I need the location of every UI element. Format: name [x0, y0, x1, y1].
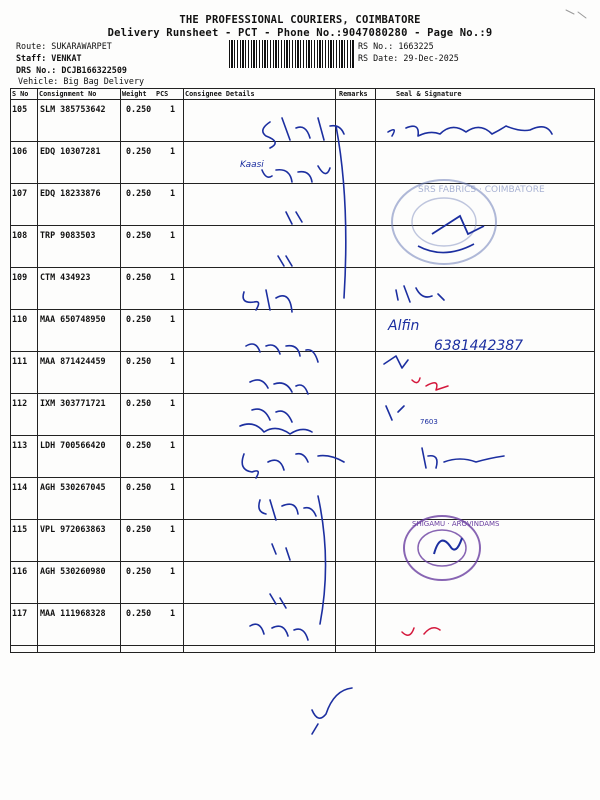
signature-stroke — [312, 688, 352, 734]
row-weight: 0.250 — [126, 524, 152, 534]
row-weight: 0.250 — [126, 482, 152, 492]
signature-stroke — [270, 594, 286, 608]
row-consignment: TRP 9083503 — [40, 230, 96, 240]
row-sno: 115 — [12, 524, 28, 534]
signature-stroke — [272, 544, 290, 560]
signature-stroke — [259, 500, 316, 520]
col-pcs: PCS — [156, 90, 169, 98]
row-sno: 114 — [12, 482, 28, 492]
signature-stroke — [412, 378, 448, 390]
signature-stroke — [246, 344, 318, 362]
row-sno: 111 — [12, 356, 28, 366]
signature-stroke — [422, 448, 504, 468]
row-sno: 107 — [12, 188, 28, 198]
row-sno: 109 — [12, 272, 28, 282]
row-pcs: 1 — [170, 356, 176, 366]
signature-stroke — [286, 212, 302, 224]
row-sno: 106 — [12, 146, 28, 156]
row-pcs: 1 — [170, 230, 176, 240]
row-sno: 105 — [12, 104, 28, 114]
row-pcs: 1 — [170, 314, 176, 324]
col-weight: Weight — [122, 90, 147, 98]
row-consignment: AGH 530267045 — [40, 482, 106, 492]
row-consignment: MAA 871424459 — [40, 356, 106, 366]
row-weight: 0.250 — [126, 398, 152, 408]
row-consignment: MAA 650748950 — [40, 314, 106, 324]
col-remarks: Remarks — [339, 90, 368, 98]
row-pcs: 1 — [170, 608, 176, 618]
rs-number: RS No.: 1663225 — [358, 41, 434, 51]
row-sno: 116 — [12, 566, 28, 576]
row-sno: 112 — [12, 398, 28, 408]
signature-stroke — [388, 126, 552, 136]
signature-stroke — [242, 454, 344, 478]
company-title: THE PROFESSIONAL COURIERS, COIMBATORE — [179, 14, 421, 26]
staff-label: Staff: VENKAT — [16, 53, 82, 63]
row-weight: 0.250 — [126, 608, 152, 618]
signature-stroke — [384, 356, 408, 368]
runsheet-title: Delivery Runsheet - PCT - Phone No.:9047080280 - Page No.:9 — [107, 27, 493, 39]
handwritten-phone: 6381442387 — [434, 338, 524, 354]
route-label: Route: SUKARAWARPET — [16, 41, 112, 51]
row-weight: 0.250 — [126, 440, 152, 450]
row-pcs: 1 — [170, 272, 176, 282]
row-sno: 113 — [12, 440, 28, 450]
row-pcs: 1 — [170, 482, 176, 492]
row-consignment: CTM 434923 — [40, 272, 91, 282]
signature-stroke — [402, 628, 440, 635]
row-weight: 0.250 — [126, 230, 152, 240]
row-weight: 0.250 — [126, 188, 152, 198]
row-consignment: SLM 385753642 — [40, 104, 106, 114]
row-weight: 0.250 — [126, 566, 152, 576]
row-consignment: LDH 700566420 — [40, 440, 106, 450]
row-consignment: IXM 303771721 — [40, 398, 106, 408]
row-pcs: 1 — [170, 524, 176, 534]
row-weight: 0.250 — [126, 272, 152, 282]
row-pcs: 1 — [170, 146, 176, 156]
col-seal-signature: Seal & Signature — [396, 90, 462, 98]
rs-date: RS Date: 29-Dec-2025 — [358, 53, 459, 63]
row-weight: 0.250 — [126, 104, 152, 114]
signature-stroke — [566, 10, 586, 18]
signature-stroke — [318, 496, 326, 624]
signature-stroke — [250, 380, 308, 394]
row-weight: 0.250 — [126, 146, 152, 156]
row-pcs: 1 — [170, 566, 176, 576]
signature-stroke — [336, 126, 346, 298]
handwritten-name: Kaasi — [240, 160, 264, 170]
row-consignment: VPL 972063863 — [40, 524, 106, 534]
signature-stroke — [250, 624, 308, 640]
row-pcs: 1 — [170, 440, 176, 450]
signature-stroke — [396, 286, 444, 302]
signature-stroke — [240, 409, 312, 434]
col-sno: S No — [12, 90, 29, 98]
row-consignment: EDQ 10307281 — [40, 146, 101, 156]
drs-label: DRS No.: DCJB166322509 — [16, 65, 127, 75]
signature-stroke — [243, 290, 292, 312]
vehicle-label: Vehicle: Big Bag Delivery — [18, 76, 145, 86]
handwritten-note: 7603 — [420, 418, 438, 426]
signature-stroke — [386, 406, 404, 420]
col-consignee: Consignee Details — [185, 90, 255, 98]
row-pcs: 1 — [170, 188, 176, 198]
row-pcs: 1 — [170, 398, 176, 408]
row-weight: 0.250 — [126, 356, 152, 366]
col-consignment: Consignment No — [39, 90, 97, 98]
stamp-text: SRS FABRICS · COIMBATORE — [418, 185, 545, 195]
row-sno: 110 — [12, 314, 28, 324]
signature-stroke — [278, 256, 292, 266]
row-weight: 0.250 — [126, 314, 152, 324]
signature-stroke — [263, 118, 344, 148]
stamp-text: SHIGAMU · AROVINDAMS — [412, 520, 500, 528]
row-consignment: MAA 111968328 — [40, 608, 106, 618]
handwritten-name: Alfin — [388, 318, 420, 334]
row-sno: 117 — [12, 608, 28, 618]
signature-stroke — [262, 166, 330, 182]
row-consignment: EDQ 18233876 — [40, 188, 101, 198]
row-consignment: AGH 530260980 — [40, 566, 106, 576]
row-pcs: 1 — [170, 104, 176, 114]
row-sno: 108 — [12, 230, 28, 240]
